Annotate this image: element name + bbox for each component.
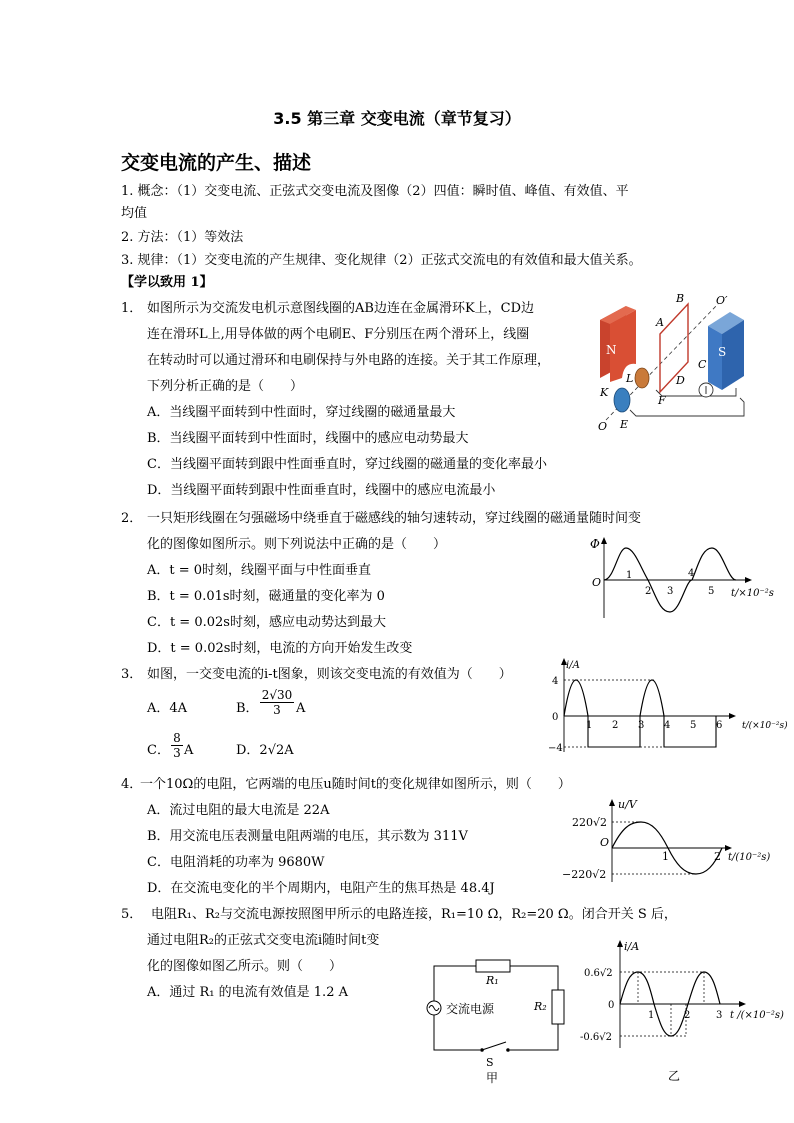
q4-stem: 一个10Ω的电阻，它两端的电压u随时间t的变化规律如图所示，则（ ） [140,777,571,792]
source-label: 交流电源 [446,1002,495,1016]
r2-label: R₂ [534,1000,547,1013]
q3-b-denominator: 3 [273,703,281,717]
page-title: 3.5 第三章 交变电流（章节复习） [273,109,521,128]
q4-tick-1: 1 [662,850,669,863]
q2-origin: O [592,576,602,589]
q5-tick-1: 1 [648,1010,655,1021]
q3-option-c-unit: A [184,743,194,758]
q1-stem-1: 如图所示为交流发电机示意图线圈的AB边连在金属滑环K上，CD边 [147,301,535,316]
q2-tick-2: 2 [645,586,652,597]
q3-b-numerator: 2√30 [261,688,293,702]
graph-caption: 乙 [668,1069,681,1083]
intro-line-1: 1. 概念：（1）交变电流、正弦式交变电流及图像（2）四值：瞬时值、峰值、有效值、平 [121,184,629,199]
q2-tick-3: 3 [667,586,674,597]
q3-c-denominator: 3 [173,746,181,760]
q3-option-b-prefix: B． [236,701,259,716]
label-l: L [626,372,634,385]
r1-label: R₁ [486,974,499,987]
label-f: F [658,394,666,407]
q3-option-c-prefix: C． [147,743,170,758]
q3-option-c-fraction [171,731,183,760]
section-heading: 交变电流的产生、描述 [121,152,312,174]
q1-option-c: C．当线圈平面转到跟中性面垂直时，穿过线圈的磁通量的变化率最小 [147,457,547,472]
label-a: A [656,316,664,329]
q3-tick-3: 3 [638,720,645,731]
label-d: D [676,374,685,387]
q3-ymin: −4 [548,743,563,754]
q4-option-c: C．电阻消耗的功率为 9680W [147,855,325,870]
q2-flux-graph [588,536,784,620]
q4-option-d: D．在交流电变化的半个周期内，电阻产生的焦耳热是 48.4J [147,881,495,896]
intro-line-1b: 均值 [121,206,148,221]
intro-line-3: 3. 规律：（1）交变电流的产生规律、变化规律（2）正弦式交流电的有效值和最大值关系。 [121,253,642,268]
q3-stem: 如图，一交变电流的i-t图象，则该交变电流的有效值为（ ） [147,667,512,682]
q3-tick-2: 2 [612,720,619,731]
q4-option-b: B．用交流电压表测量电阻两端的电压，其示数为 311V [147,829,468,844]
q5-stem-3: 化的图像如图乙所示。则（ ） [147,959,343,974]
q5-tick-3: 3 [716,1010,723,1021]
q1-number: 1． [121,301,143,316]
q1-stem-3: 在转动时可以通过滑环和电刷保持与外电路的连接。关于其工作原理， [147,353,551,368]
circuit-caption: 甲 [486,1071,499,1085]
q5-ymin: -0.6√2 [580,1032,613,1043]
q1-stem-2: 连在滑环L上,用导体做的两个电刷E、F分别压在两个滑环上，线圈 [147,327,530,342]
q3-c-numerator: 8 [171,731,183,746]
q3-tick-6: 6 [716,720,723,731]
q2-y-label: Φ [590,537,600,551]
label-c: C [698,358,707,371]
q5-stem-2: 通过电阻R₂的正弦式交变电流i随时间t变 [147,933,380,948]
q1-option-b: B．当线圈平面转到中性面时，线圈中的感应电动势最大 [147,431,469,446]
q2-option-c: C．t = 0.02s时刻，感应电动势达到最大 [147,615,386,630]
q1-option-d: D．当线圈平面转到跟中性面垂直时，线圈中的感应电流最小 [147,483,496,498]
q3-number: 3． [121,667,143,682]
practice-heading: 【学以致用 1】 [121,275,213,290]
q2-number: 2． [121,511,143,526]
q5-option-a: A．通过 R₁ 的电流有效值是 1.2 A [147,985,348,1000]
q3-tick-5: 5 [690,720,697,731]
q2-tick-4: 4 [688,568,695,579]
q4-ymax: 220√2 [572,816,608,829]
q1-stem-4: 下列分析正确的是（ ） [147,379,304,394]
q3-ymax: 4 [552,676,559,687]
label-k: K [600,386,609,399]
q2-option-b: B．t = 0.01s时刻，磁通量的变化率为 0 [147,589,385,604]
q2-tick-1: 1 [626,570,633,581]
label-b: B [676,292,685,305]
label-o-prime: O′ [716,294,728,307]
q4-voltage-graph [560,798,786,884]
q5-circuit-diagram [420,952,572,1086]
q4-ymin: −220√2 [562,868,607,881]
label-o: O [598,420,608,432]
q4-number: 4． [121,777,143,792]
q3-x-label: t/(×10⁻²s) [742,721,788,731]
q2-x-label: t/×10⁻²s [731,588,774,599]
label-e: E [620,418,629,431]
switch-label: S [486,1056,494,1069]
q5-x-label: t /(×10⁻²s) [730,1010,784,1021]
q5-number: 5． [121,907,143,922]
q2-stem-1: 一只矩形线圈在匀强磁场中绕垂直于磁感线的轴匀速转动，穿过线圈的磁通量随时间变 [147,511,642,526]
q3-y-label: i/A [566,660,580,671]
q3-option-a: A．4A [147,701,188,716]
q3-tick-4: 4 [664,720,671,731]
q3-tick-1: 1 [586,720,593,731]
q3-option-b-unit: A [296,701,306,716]
q4-tick-2: 2 [714,850,721,863]
q4-x-label: t/(10⁻²s) [728,852,771,863]
q4-y-label: u/V [618,798,637,811]
generator-diagram [596,292,746,432]
q5-ymax: 0.6√2 [584,968,613,979]
q2-option-d: D．t = 0.02s时刻，电流的方向开始发生改变 [147,641,413,656]
q5-origin: 0 [608,1000,615,1011]
q5-y-label: i/A [624,940,640,953]
magnet-n-label: N [606,343,617,357]
q1-option-a: A．当线圈平面转到中性面时，穿过线圈的磁通量最大 [147,405,456,420]
intro-line-2: 2. 方法：（1）等效法 [121,230,244,245]
q4-option-a: A．流过电阻的最大电流是 22A [147,803,330,818]
magnet-s-label: S [718,345,727,359]
q2-stem-2: 化的图像如图所示。则下列说法中正确的是（ ） [147,537,447,552]
q3-option-d: D．2√2A [236,743,294,758]
q3-current-graph [546,656,790,756]
q5-tick-2: 2 [684,1010,691,1021]
q2-option-a: A．t = 0时刻，线圈平面与中性面垂直 [147,563,372,578]
q4-origin: O [600,836,610,849]
q3-origin: 0 [552,712,559,723]
q2-tick-5: 5 [708,586,715,597]
q5-current-graph [580,938,792,1086]
q3-option-b-fraction [260,688,294,717]
q5-stem-1: 电阻R₁、R₂与交流电源按照图甲所示的电路连接，R₁=10 Ω，R₂=20 Ω。闭合开关 S 后， [151,907,677,922]
